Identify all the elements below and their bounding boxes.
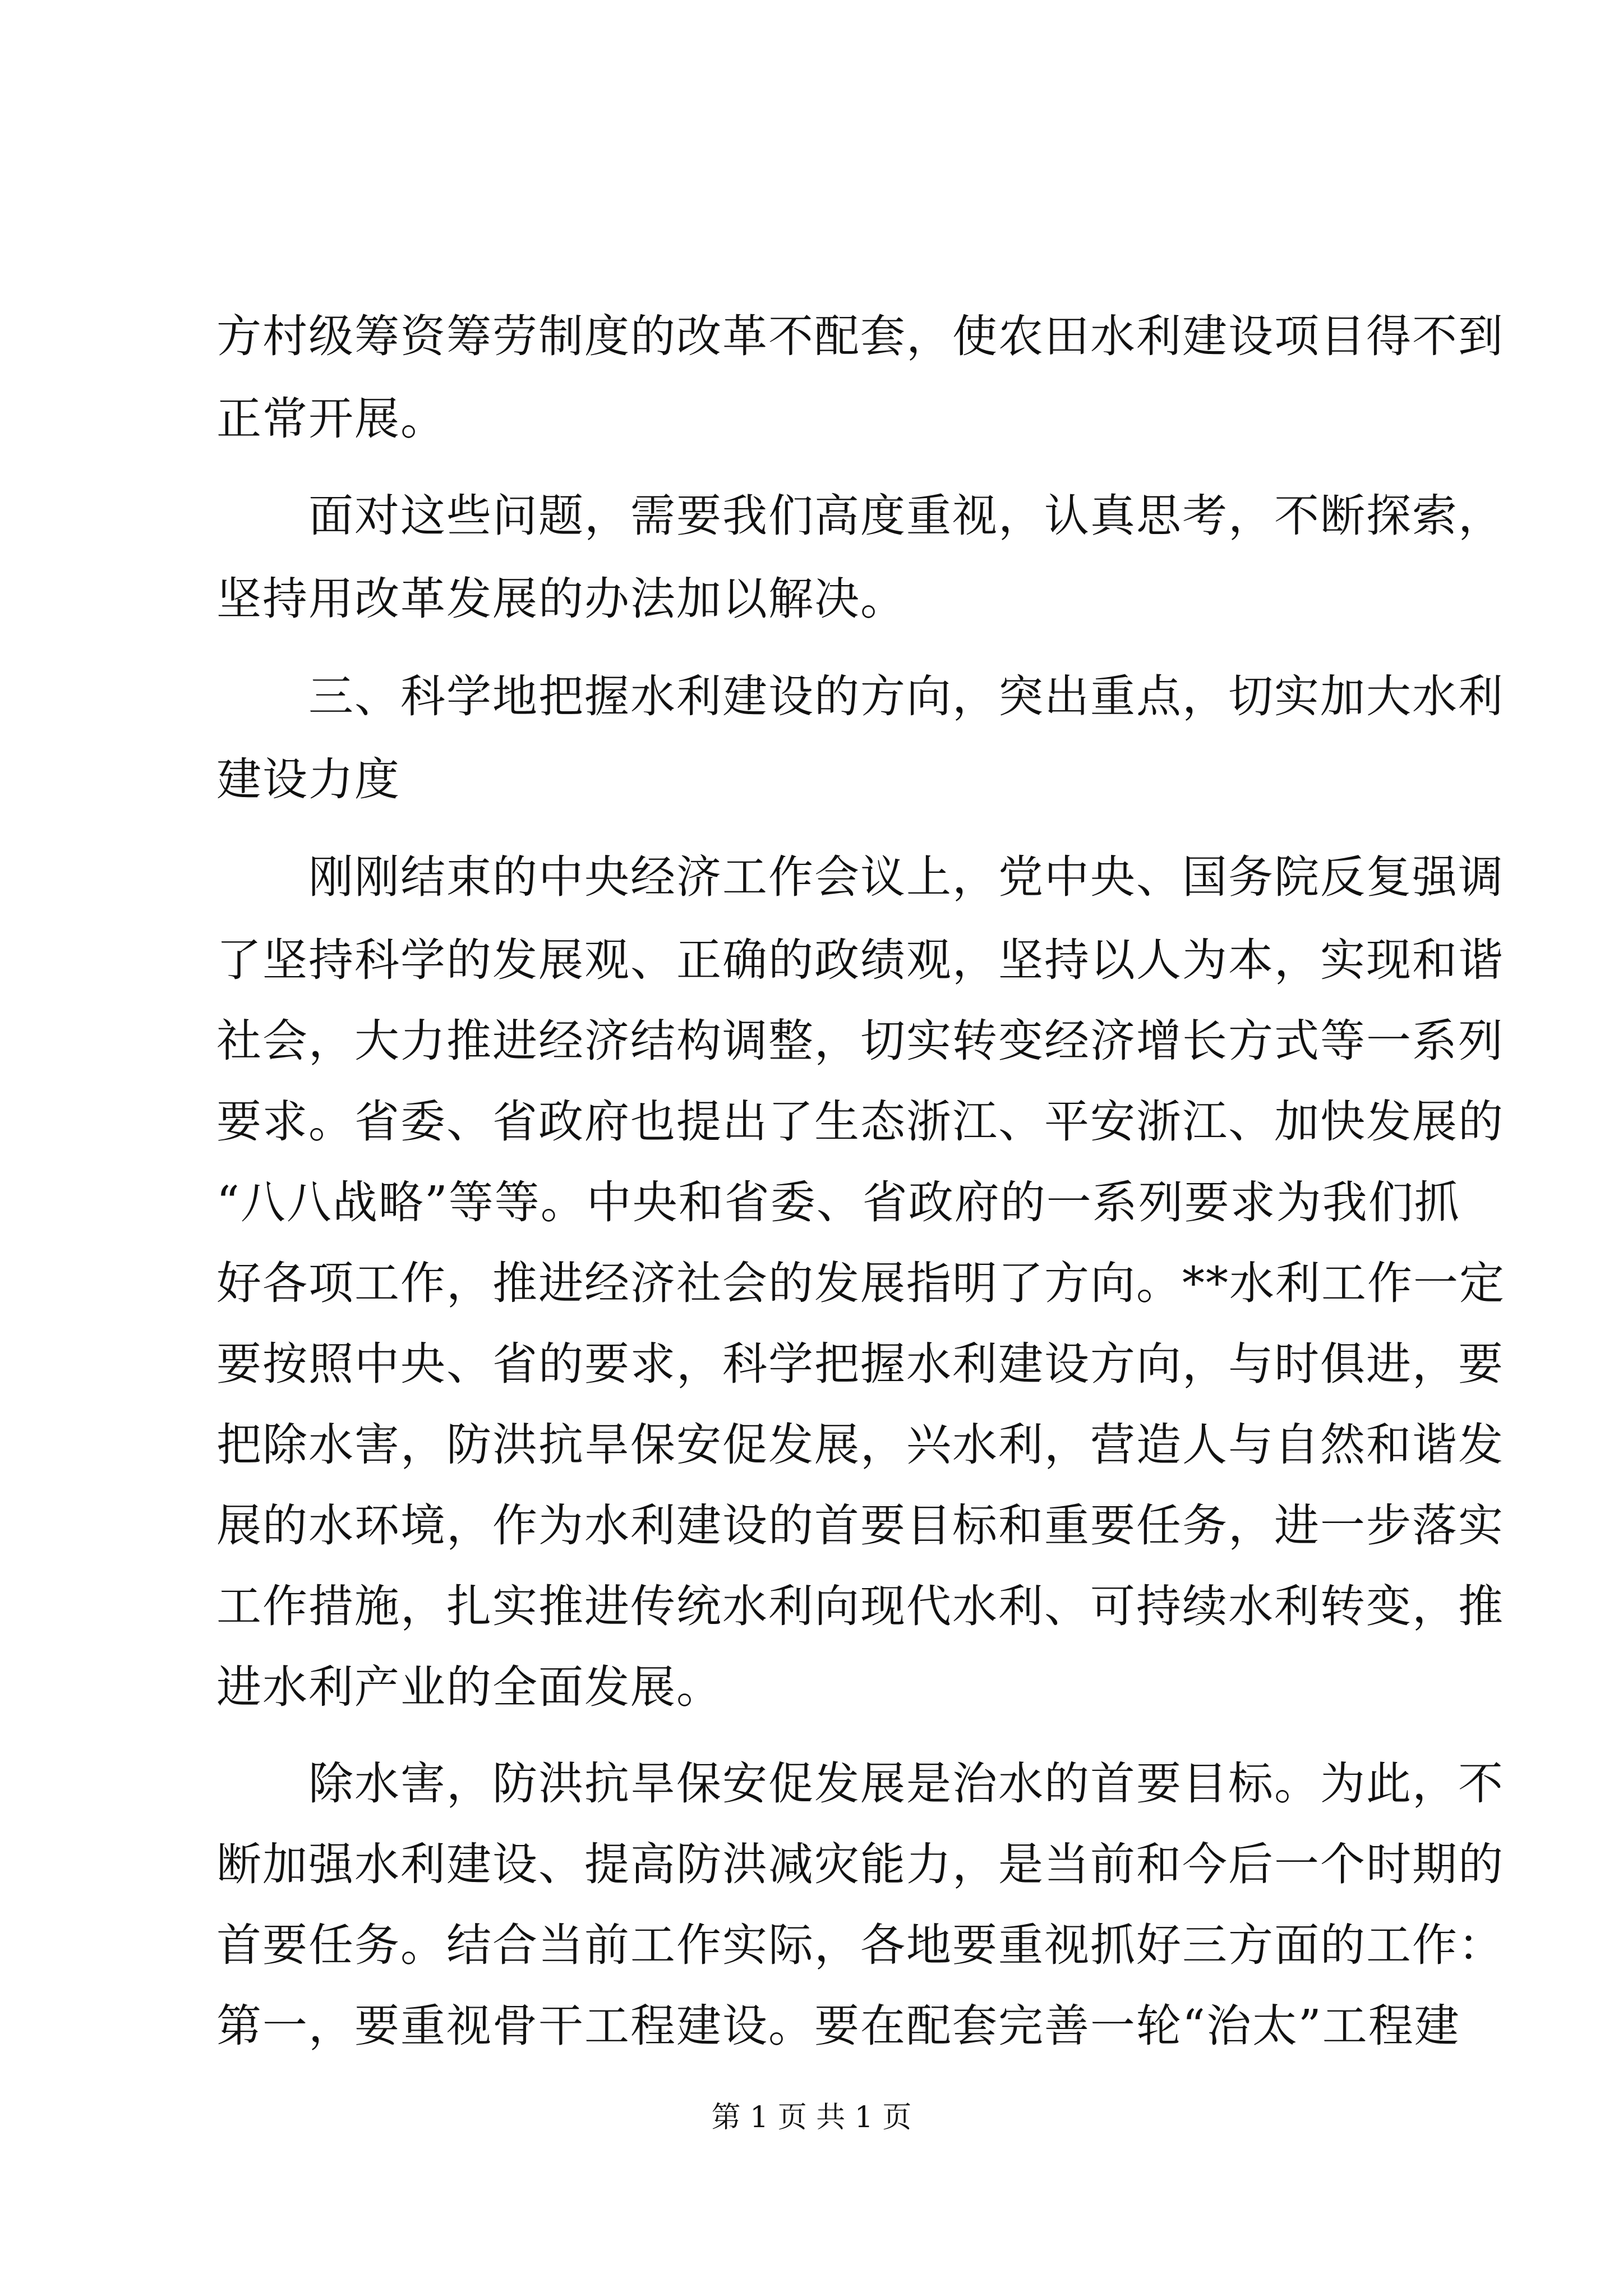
text-line: 要求。省委、省政府也提出了生态浙江、平安浙江、加快发展的 [216,1096,1504,1148]
text-line: 正常开展。 [216,393,446,445]
text-line: 社会，大力推进经济结构调整，切实转变经济增长方式等一系列 [216,1015,1504,1067]
text-line: 方村级筹资筹劳制度的改革不配套，使农田水利建设项目得不到 [216,310,1504,362]
text-line: 建设力度 [216,753,400,806]
text-line: 坚持用改革发展的办法加以解决。 [216,573,906,625]
text-line: 工作措施，扎实推进传统水利向现代水利、可持续水利转变，推 [216,1580,1504,1632]
text-line: 好各项工作，推进经济社会的发展指明了方向。**水利工作一定 [216,1257,1505,1309]
text-line: 第一，要重视骨干工程建设。要在配套完善一轮“治太”工程建 [216,2000,1460,2052]
text-line: 展的水环境，作为水利建设的首要目标和重要任务，进一步落实 [216,1499,1504,1552]
text-line: 断加强水利建设、提高防洪减灾能力，是当前和今后一个时期的 [216,1838,1504,1890]
text-line: 首要任务。结合当前工作实际，各地要重视抓好三方面的工作： [216,1919,1504,1971]
text-line: 三、科学地把握水利建设的方向，突出重点，切实加大水利 [216,670,1504,723]
text-line: 把除水害，防洪抗旱保安促发展，兴水利，营造人与自然和谐发 [216,1419,1504,1471]
text-line: “八八战略”等等。中央和省委、省政府的一系列要求为我们抓 [216,1176,1460,1228]
page-footer: 第 1 页 共 1 页 [711,2101,912,2134]
text-line: 进水利产业的全面发展。 [216,1661,722,1713]
text-line: 刚刚结束的中央经济工作会议上，党中央、国务院反复强调 [216,851,1504,903]
text-line: 要按照中央、省的要求，科学把握水利建设方向，与时俱进，要 [216,1338,1504,1390]
text-line: 了坚持科学的发展观、正确的政绩观，坚持以人为本，实现和谐 [216,934,1504,986]
text-line: 面对这些问题，需要我们高度重视，认真思考，不断探索， [216,490,1504,542]
text-line: 除水害，防洪抗旱保安促发展是治水的首要目标。为此，不 [216,1757,1504,1810]
